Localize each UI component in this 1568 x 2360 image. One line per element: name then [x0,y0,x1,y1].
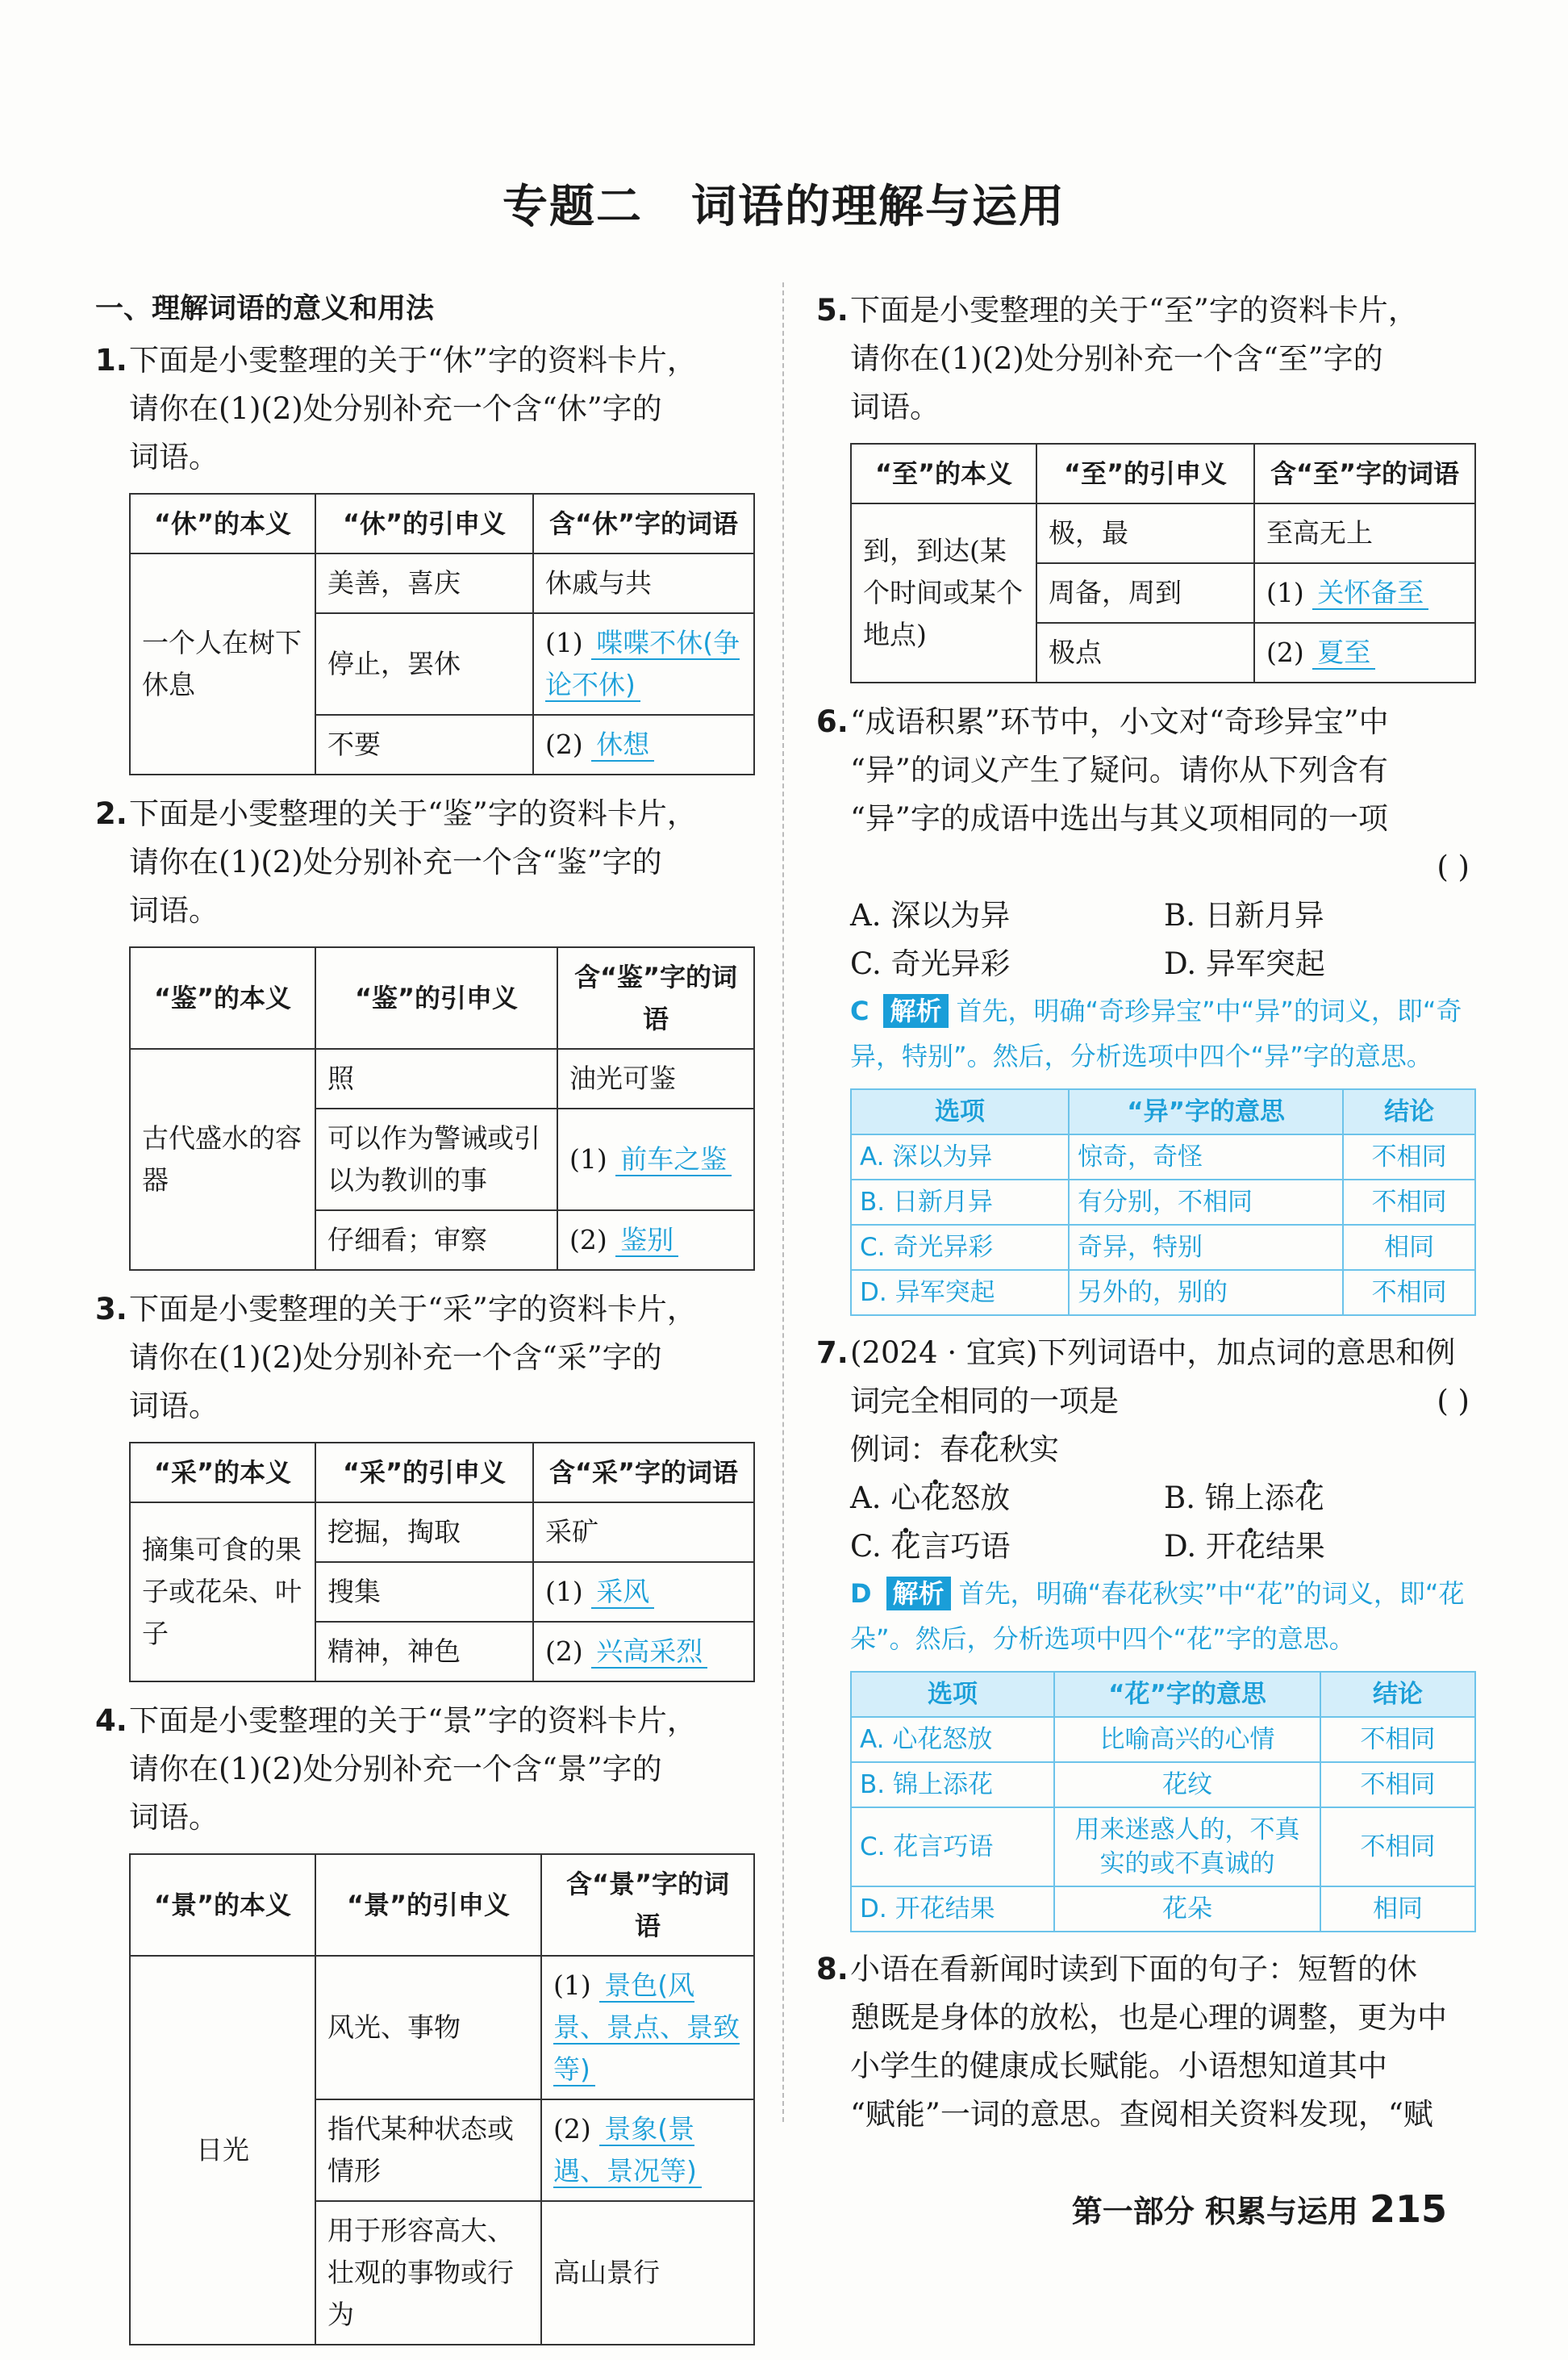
table-cell: C. 奇光异彩 [851,1225,1069,1270]
blank-label: (1) [1266,577,1304,608]
question-number: 1. [95,343,127,378]
table-header: 结论 [1343,1089,1475,1134]
option-c: C. 奇光异彩 [850,946,1011,981]
table-header: “异”字的意思 [1069,1089,1343,1134]
card-table-2 [129,946,755,1271]
analysis [816,988,1478,1079]
table-row [851,1225,1475,1270]
question-number: 6. [816,704,849,739]
title-part1: 专题二 [503,180,643,233]
question-line: (2024 · 宜宾)下列词语中，加点词的意思和例 [850,1335,1456,1370]
answer-cell [533,1562,754,1622]
table-cell: 不相同 [1343,1134,1475,1180]
table-cell: A. 心花怒放 [851,1717,1054,1762]
question-line: 下面是小雯整理的关于“至”字的资料卡片， [850,293,1418,328]
table-header: “至”的本义 [851,444,1036,503]
card-table-5 [850,443,1476,683]
table-header: 选项 [851,1089,1069,1134]
option-b: B. 日新月异 [1164,898,1324,933]
answer-text: 景色(风景、景点、景致等) [553,1969,740,2085]
question-line: 词语。 [129,440,219,474]
blank-label: (1) [569,1143,607,1175]
table-header: “休”的引申义 [315,494,533,553]
question-line: 下面是小雯整理的关于“景”字的资料卡片， [129,1703,697,1738]
word-cell: 油光可鉴 [557,1049,754,1109]
blank-label: (1) [553,1969,591,2001]
question-line: 下面是小雯整理的关于“采”字的资料卡片， [129,1292,697,1326]
extended-meaning: 搜集 [315,1562,533,1622]
options [816,892,1478,988]
answer-cell [1254,623,1475,683]
table-row [851,1180,1475,1225]
table-header: 结论 [1320,1672,1475,1717]
analysis-table-6 [850,1088,1476,1316]
table-cell: C. 花言巧语 [851,1807,1054,1886]
question-line: “异”的词义产生了疑问。请你从下列含有 [850,753,1388,787]
question-line: 下面是小雯整理的关于“休”字的资料卡片， [129,343,697,378]
table-header: 选项 [851,1672,1054,1717]
blank-label: (1) [545,1576,583,1607]
extended-meaning: 极点 [1036,623,1254,683]
question-number: 2. [95,796,127,831]
table-header: “休”的本义 [130,494,315,553]
extended-meaning: 可以作为警诫或引以为教训的事 [315,1109,557,1210]
table-header: 含“鉴”字的词语 [557,947,754,1049]
question-line: 词语。 [129,1389,219,1423]
original-meaning: 到，到达(某个时间或某个地点) [851,503,1036,683]
answer-text: 采风 [591,1576,654,1609]
answer-cell [533,1622,754,1681]
option-c [850,1523,1164,1571]
table-cell: 花朵 [1054,1886,1320,1932]
answer-text: 关怀备至 [1312,577,1428,610]
table-cell: 不相同 [1320,1762,1475,1807]
option-emph: 花 [1235,1529,1266,1564]
example-word [816,1426,1478,1474]
analysis-tag: 解析 [883,994,948,1028]
analysis [816,1571,1478,1661]
question-line: 词语。 [129,1800,219,1835]
analysis-text: 首先，明确“奇珍异宝”中“异”的词义，即“奇异，特别”。然后，分析选项中四个“异”字的意思。 [850,996,1462,1071]
option-a [850,1474,1164,1523]
extended-meaning: 风光、事物 [315,1956,541,2099]
question-line: 请你在(1)(2)处分别补充一个含“景”字的 [129,1752,662,1786]
question-line: 请你在(1)(2)处分别补充一个含“鉴”字的 [129,845,662,879]
question-line: “异”字的成语中选出与其义项相同的一项 [850,801,1388,836]
table-cell: 比喻高兴的心情 [1054,1717,1320,1762]
extended-meaning: 用于形容高大、壮观的事物或行为 [315,2201,541,2345]
table-header: “采”的引申义 [315,1443,533,1502]
extended-meaning: 周备，周到 [1036,563,1254,623]
extended-meaning: 精神，神色 [315,1622,533,1681]
card-table-3 [129,1442,755,1682]
question-number: 4. [95,1703,127,1738]
table-cell: D. 异军突起 [851,1270,1069,1315]
table-cell: 不相同 [1320,1717,1475,1762]
option-post: 结果 [1265,1529,1325,1564]
original-meaning: 一个人在树下休息 [130,553,315,775]
question-line: 请你在(1)(2)处分别补充一个含“采”字的 [129,1340,662,1375]
question-line: 词语。 [850,390,940,424]
word-cell: 休戚与共 [533,553,754,613]
answer-text: 景象(景遇、景况等) [553,2113,702,2188]
option-emph: 花 [1294,1481,1324,1515]
answer-cell [533,613,754,715]
table-cell: 不相同 [1343,1180,1475,1225]
left-column [95,286,757,2360]
extended-meaning: 挖掘，掏取 [315,1502,533,1562]
column-divider [782,282,784,2122]
question-2 [95,790,757,935]
table-header: “鉴”的本义 [130,947,315,1049]
table-header: 含“至”字的词语 [1254,444,1475,503]
blank-label: (2) [553,2113,591,2145]
answer-text: 夏至 [1312,637,1375,670]
table-row [851,1134,1475,1180]
word-cell: 高山景行 [541,2201,754,2345]
question-line: “成语积累”环节中，小文对“奇珍异宝”中 [850,704,1389,739]
answer-cell [541,2099,754,2201]
option-a: A. 深以为异 [850,898,1011,933]
extended-meaning: 仔细看；审察 [315,1210,557,1270]
table-cell: 相同 [1343,1225,1475,1270]
option-b [1164,1474,1478,1523]
table-cell: B. 日新月异 [851,1180,1069,1225]
table-header: “采”的本义 [130,1443,315,1502]
table-cell: B. 锦上添花 [851,1762,1054,1807]
blank-label: (1) [545,627,583,658]
question-line: 请你在(1)(2)处分别补充一个含“休”字的 [129,391,662,426]
extended-meaning: 停止，罢休 [315,613,533,715]
option-pre: B. 锦上添 [1164,1481,1295,1515]
question-number: 7. [816,1335,849,1370]
question-line: 小语在看新闻时读到下面的句子：短暂的休 [850,1952,1417,1986]
blank-label: (2) [569,1224,607,1255]
table-row [851,1807,1475,1886]
word-cell: 采矿 [533,1502,754,1562]
option-pre: A. 心 [850,1481,921,1515]
answer-cell [541,1956,754,2099]
table-row [851,1762,1475,1807]
page-footer [1072,2187,1447,2231]
footer-label: 第一部分 积累与运用 [1071,2194,1358,2229]
question-6 [816,698,1478,843]
option-emph: 花 [890,1529,921,1564]
extended-meaning: 指代某种状态或情形 [315,2099,541,2201]
table-cell: A. 深以为异 [851,1134,1069,1180]
option-d: D. 异军突起 [1164,946,1325,981]
question-number: 8. [816,1952,849,1986]
question-7 [816,1329,1478,1474]
question-number: 3. [95,1292,127,1326]
table-cell: 惊奇，奇怪 [1069,1134,1343,1180]
option-d [1164,1523,1478,1571]
question-line-with-bracket [816,1377,1478,1426]
answer-text: 休想 [591,729,654,762]
analysis-table-7 [850,1671,1476,1932]
table-cell: 用来迷惑人的，不真实的或不真诚的 [1054,1807,1320,1886]
blank-label: (2) [1266,637,1304,668]
answer-text: 鉴别 [615,1224,678,1257]
option-pre: C. [850,1529,891,1564]
answer-bracket: ( ) [1437,850,1470,884]
answer-text: 喋喋不休(争论不休) [545,627,740,700]
answer-cell [557,1210,754,1270]
answer-letter: D [850,1578,872,1609]
example-pre: 例词：春 [850,1432,970,1467]
option-post: 言巧语 [920,1529,1011,1564]
analysis-tag: 解析 [886,1577,951,1610]
original-meaning: 摘集可食的果子或花朵、叶子 [130,1502,315,1681]
table-row [851,1717,1475,1762]
table-header: 含“采”字的词语 [533,1443,754,1502]
answer-bracket: ( ) [1437,1384,1470,1418]
title-part2: 词语的理解与运用 [691,180,1065,233]
question-line: 下面是小雯整理的关于“鉴”字的资料卡片， [129,796,697,831]
table-cell: 花纹 [1054,1762,1320,1807]
table-cell: D. 开花结果 [851,1886,1054,1932]
table-cell: 相同 [1320,1886,1475,1932]
answer-cell [1254,563,1475,623]
table-header: “景”的本义 [130,1854,315,1956]
section-heading: 一、理解词语的意义和用法 [95,293,435,325]
card-table-4 [129,1853,755,2345]
answer-text: 前车之鉴 [615,1143,732,1176]
option-post: 怒放 [950,1481,1011,1515]
question-number: 5. [816,293,849,328]
table-header: “至”的引申义 [1036,444,1254,503]
table-header: 含“景”字的词语 [541,1854,754,1956]
answer-cell [533,715,754,775]
extended-meaning: 不要 [315,715,533,775]
original-meaning: 古代盛水的容器 [130,1049,315,1270]
page-number: 215 [1369,2187,1447,2231]
question-8 [816,1945,1478,2139]
option-pre: D. 开 [1164,1529,1236,1564]
word-cell: 至高无上 [1254,503,1475,563]
question-line: 请你在(1)(2)处分别补充一个含“至”字的 [850,341,1383,376]
example-post: 秋实 [999,1432,1059,1467]
table-header: 含“休”字的词语 [533,494,754,553]
table-header: “鉴”的引申义 [315,947,557,1049]
blank-label: (2) [545,729,583,760]
page-title [0,171,1568,236]
original-meaning: 日光 [130,1956,315,2345]
question-3 [95,1285,757,1431]
question-4 [95,1697,757,1842]
answer-cell [557,1109,754,1210]
table-row [851,1886,1475,1932]
example-emph: 花 [970,1432,999,1467]
table-cell: 不相同 [1343,1270,1475,1315]
blank-label: (2) [545,1635,583,1667]
table-row [851,1270,1475,1315]
extended-meaning: 极，最 [1036,503,1254,563]
right-column [816,286,1478,2139]
question-1 [95,336,757,482]
table-cell: 奇异，特别 [1069,1225,1343,1270]
question-line: “赋能”一词的意思。查阅相关资料发现，“赋 [850,2097,1433,2132]
table-cell: 有分别，不相同 [1069,1180,1343,1225]
question-line: 憩既是身体的放松，也是心理的调整，更为中 [850,2000,1447,2035]
table-cell: 不相同 [1320,1807,1475,1886]
analysis-text: 首先，明确“春花秋实”中“花”的词义，即“花朵”。然后，分析选项中四个“花”字的意思。 [850,1578,1465,1654]
question-line: 词语。 [129,893,219,928]
table-header: “景”的引申义 [315,1854,541,1956]
question-line: 词完全相同的一项是 [850,1384,1119,1418]
option-emph: 花 [920,1481,951,1515]
card-table-1 [129,493,755,775]
question-line: 小学生的健康成长赋能。小语想知道其中 [850,2049,1387,2083]
extended-meaning: 美善，喜庆 [315,553,533,613]
answer-letter: C [850,996,869,1026]
question-5 [816,286,1478,432]
options [816,1474,1478,1571]
table-cell: 另外的，别的 [1069,1270,1343,1315]
extended-meaning: 照 [315,1049,557,1109]
table-header: “花”字的意思 [1054,1672,1320,1717]
answer-text: 兴高采烈 [591,1635,707,1669]
